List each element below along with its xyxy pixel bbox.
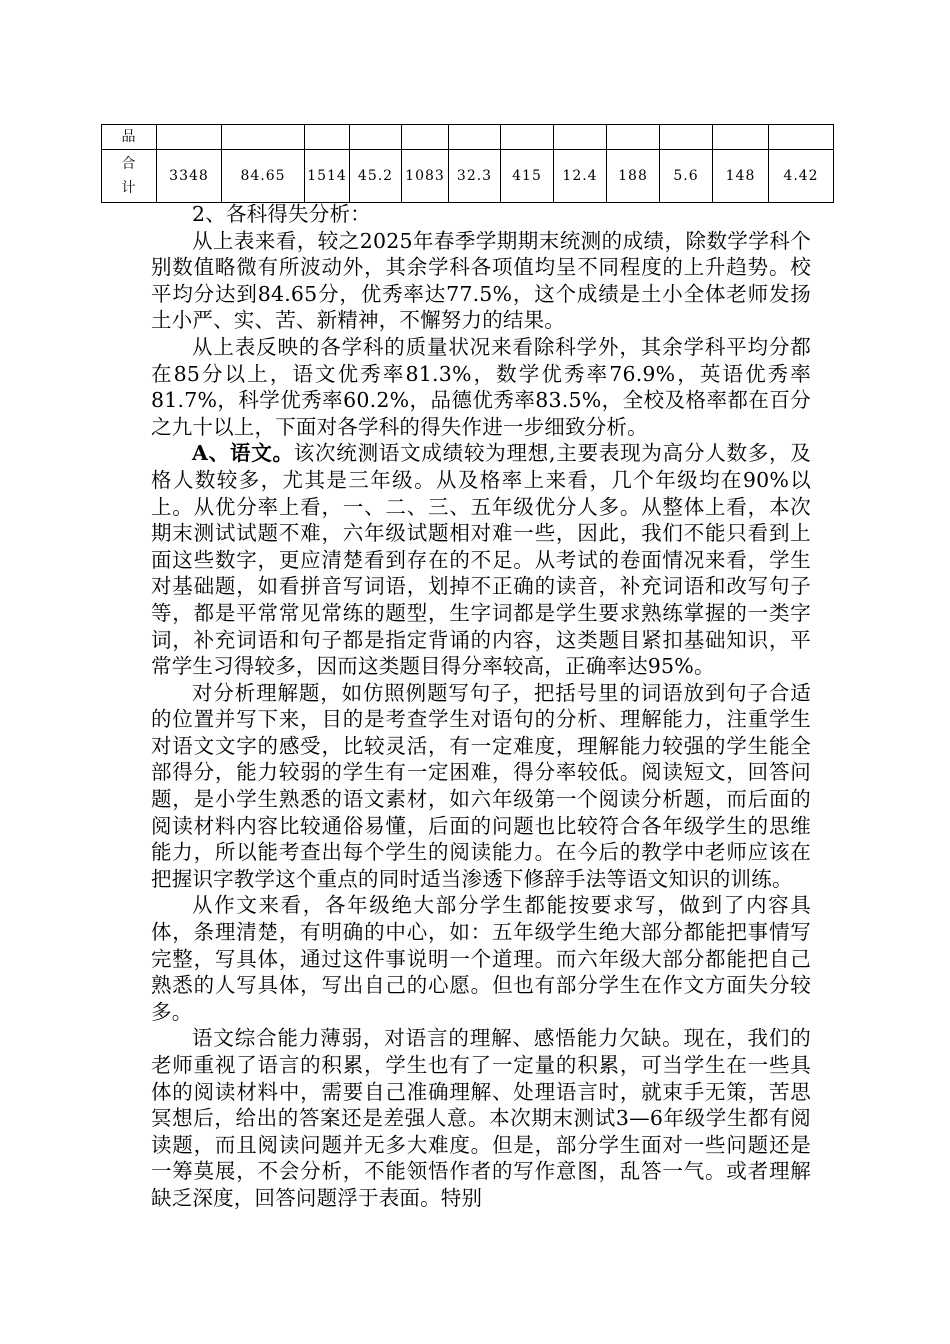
table-cell — [607, 125, 660, 150]
paragraph: 从作文来看，各年级绝大部分学生都能按要求写，做到了内容具体，条理清楚，有明确的中心，如：五年级学生绝大部分都能把事情写完整，写具体，通过这件事说明一个道理。而六年级大部分都能把自己熟悉的人写具体，写出自己的心愿。但也有部分学生在作文方面失分较多。 — [151, 893, 811, 1024]
table-cell: 1083 — [402, 150, 449, 203]
row-label-total: 合 计 — [102, 150, 157, 203]
table-cell — [769, 125, 834, 150]
table-cell — [713, 125, 769, 150]
table-row-total — [102, 150, 834, 203]
table-cell: 188 — [607, 150, 660, 203]
paragraph: 从上表反映的各学科的质量状况来看除科学外，其余学科平均分都在85分以上，语文优秀率81.3%，数学优秀率76.9%，英语优秀率81.7%，科学优秀率60.2%，品德优秀率83.5%，全校及格率都在百分之九十以上，下面对各学科的得失作进一步细致分析。 — [151, 334, 811, 439]
paragraph: 语文综合能力薄弱，对语言的理解、感悟能力欠缺。现在，我们的老师重视了语言的积累，学生也有了一定量的积累，可当学生在一些具体的阅读材料中，需要自己准确理解、处理语言时，就束手无策，苦思冥想后，给出的答案还是差强人意。本次期末测试3—6年级学生都有阅读题，而且阅读问题并无多大难度。但是，部分学生面对一些问题还是一筹莫展，不会分析，不能领悟作者的写作意图，乱答一气。或者理解缺乏深度，回答问题浮于表面。特别 — [151, 1026, 811, 1210]
paragraph-chinese: A、语文。该次统测语文成绩较为理想,主要表现为高分人数多，及格人数较多，尤其是三年级。从及格率上来看，几个年级均在90%以上。从优分率上看，一、二、三、五年级优分人多。从整体上看，本次期末测试试题不难，六年级试题相对难一些，因此，我们不能只看到上面这些数字，更应清楚看到存在的不足。从考试的卷面情况来看，学生对基础题，如看拼音写词语，划掉不正确的读音，补充词语和改写句子等，都是平常常见常练的题型，生字词都是学生要求熟练掌握的一类字词，补充词语和句子都是指定背诵的内容，这类题目紧扣基础知识，平常学生习得较多，因而这类题目得分率较高，正确率达95%。 — [151, 441, 812, 679]
table-cell: 4.42 — [769, 150, 834, 203]
subsection-lead: A、语文。 — [192, 441, 294, 466]
table-cell: 415 — [501, 150, 554, 203]
table-row — [102, 125, 834, 150]
table-cell — [554, 125, 607, 150]
table-cell: 45.2 — [350, 150, 402, 203]
table-cell — [157, 125, 222, 150]
table-cell: 84.65 — [222, 150, 305, 203]
table-cell — [350, 125, 402, 150]
section-heading: 2、各科得失分析： — [192, 202, 371, 226]
score-summary-table — [101, 124, 834, 203]
table-cell: 148 — [713, 150, 769, 203]
paragraph: 对分析理解题，如仿照例题写句子，把括号里的词语放到句子合适的位置并写下来，目的是考查学生对语句的分析、理解能力，注重学生对语文文字的感受，比较灵活，有一定难度，理解能力较强的学生能全部得分，能力较弱的学生有一定困难，得分率较低。阅读短文，回答问题，是小学生熟悉的语文素材，如六年级第一个阅读分析题，而后面的阅读材料内容比较通俗易懂，后面的问题也比较符合各年级学生的思维能力，所以能考查出每个学生的阅读能力。在今后的教学中老师应该在把握识字教学这个重点的同时适当渗透下修辞手法等语文知识的训练。 — [151, 680, 811, 891]
table-cell: 5.6 — [660, 150, 713, 203]
table-cell — [305, 125, 350, 150]
analysis-body — [151, 201, 811, 1212]
table-cell — [222, 125, 305, 150]
table-cell — [501, 125, 554, 150]
row-label: 品 — [102, 125, 157, 150]
table-cell — [402, 125, 449, 150]
table-cell: 12.4 — [554, 150, 607, 203]
paragraph: 从上表来看，较之2025年春季学期期末统测的成绩，除数学学科个别数值略微有所波动外，其余学科各项值均呈不同程度的上升趋势。校平均分达到84.65分，优秀率达77.5%，这个成绩是土小全体老师发扬土小严、实、苦、新精神，不懈努力的结果。 — [151, 228, 811, 333]
table-cell: 32.3 — [449, 150, 501, 203]
table-cell: 3348 — [157, 150, 222, 203]
table-cell — [449, 125, 501, 150]
table-cell: 1514 — [305, 150, 350, 203]
table-cell — [660, 125, 713, 150]
